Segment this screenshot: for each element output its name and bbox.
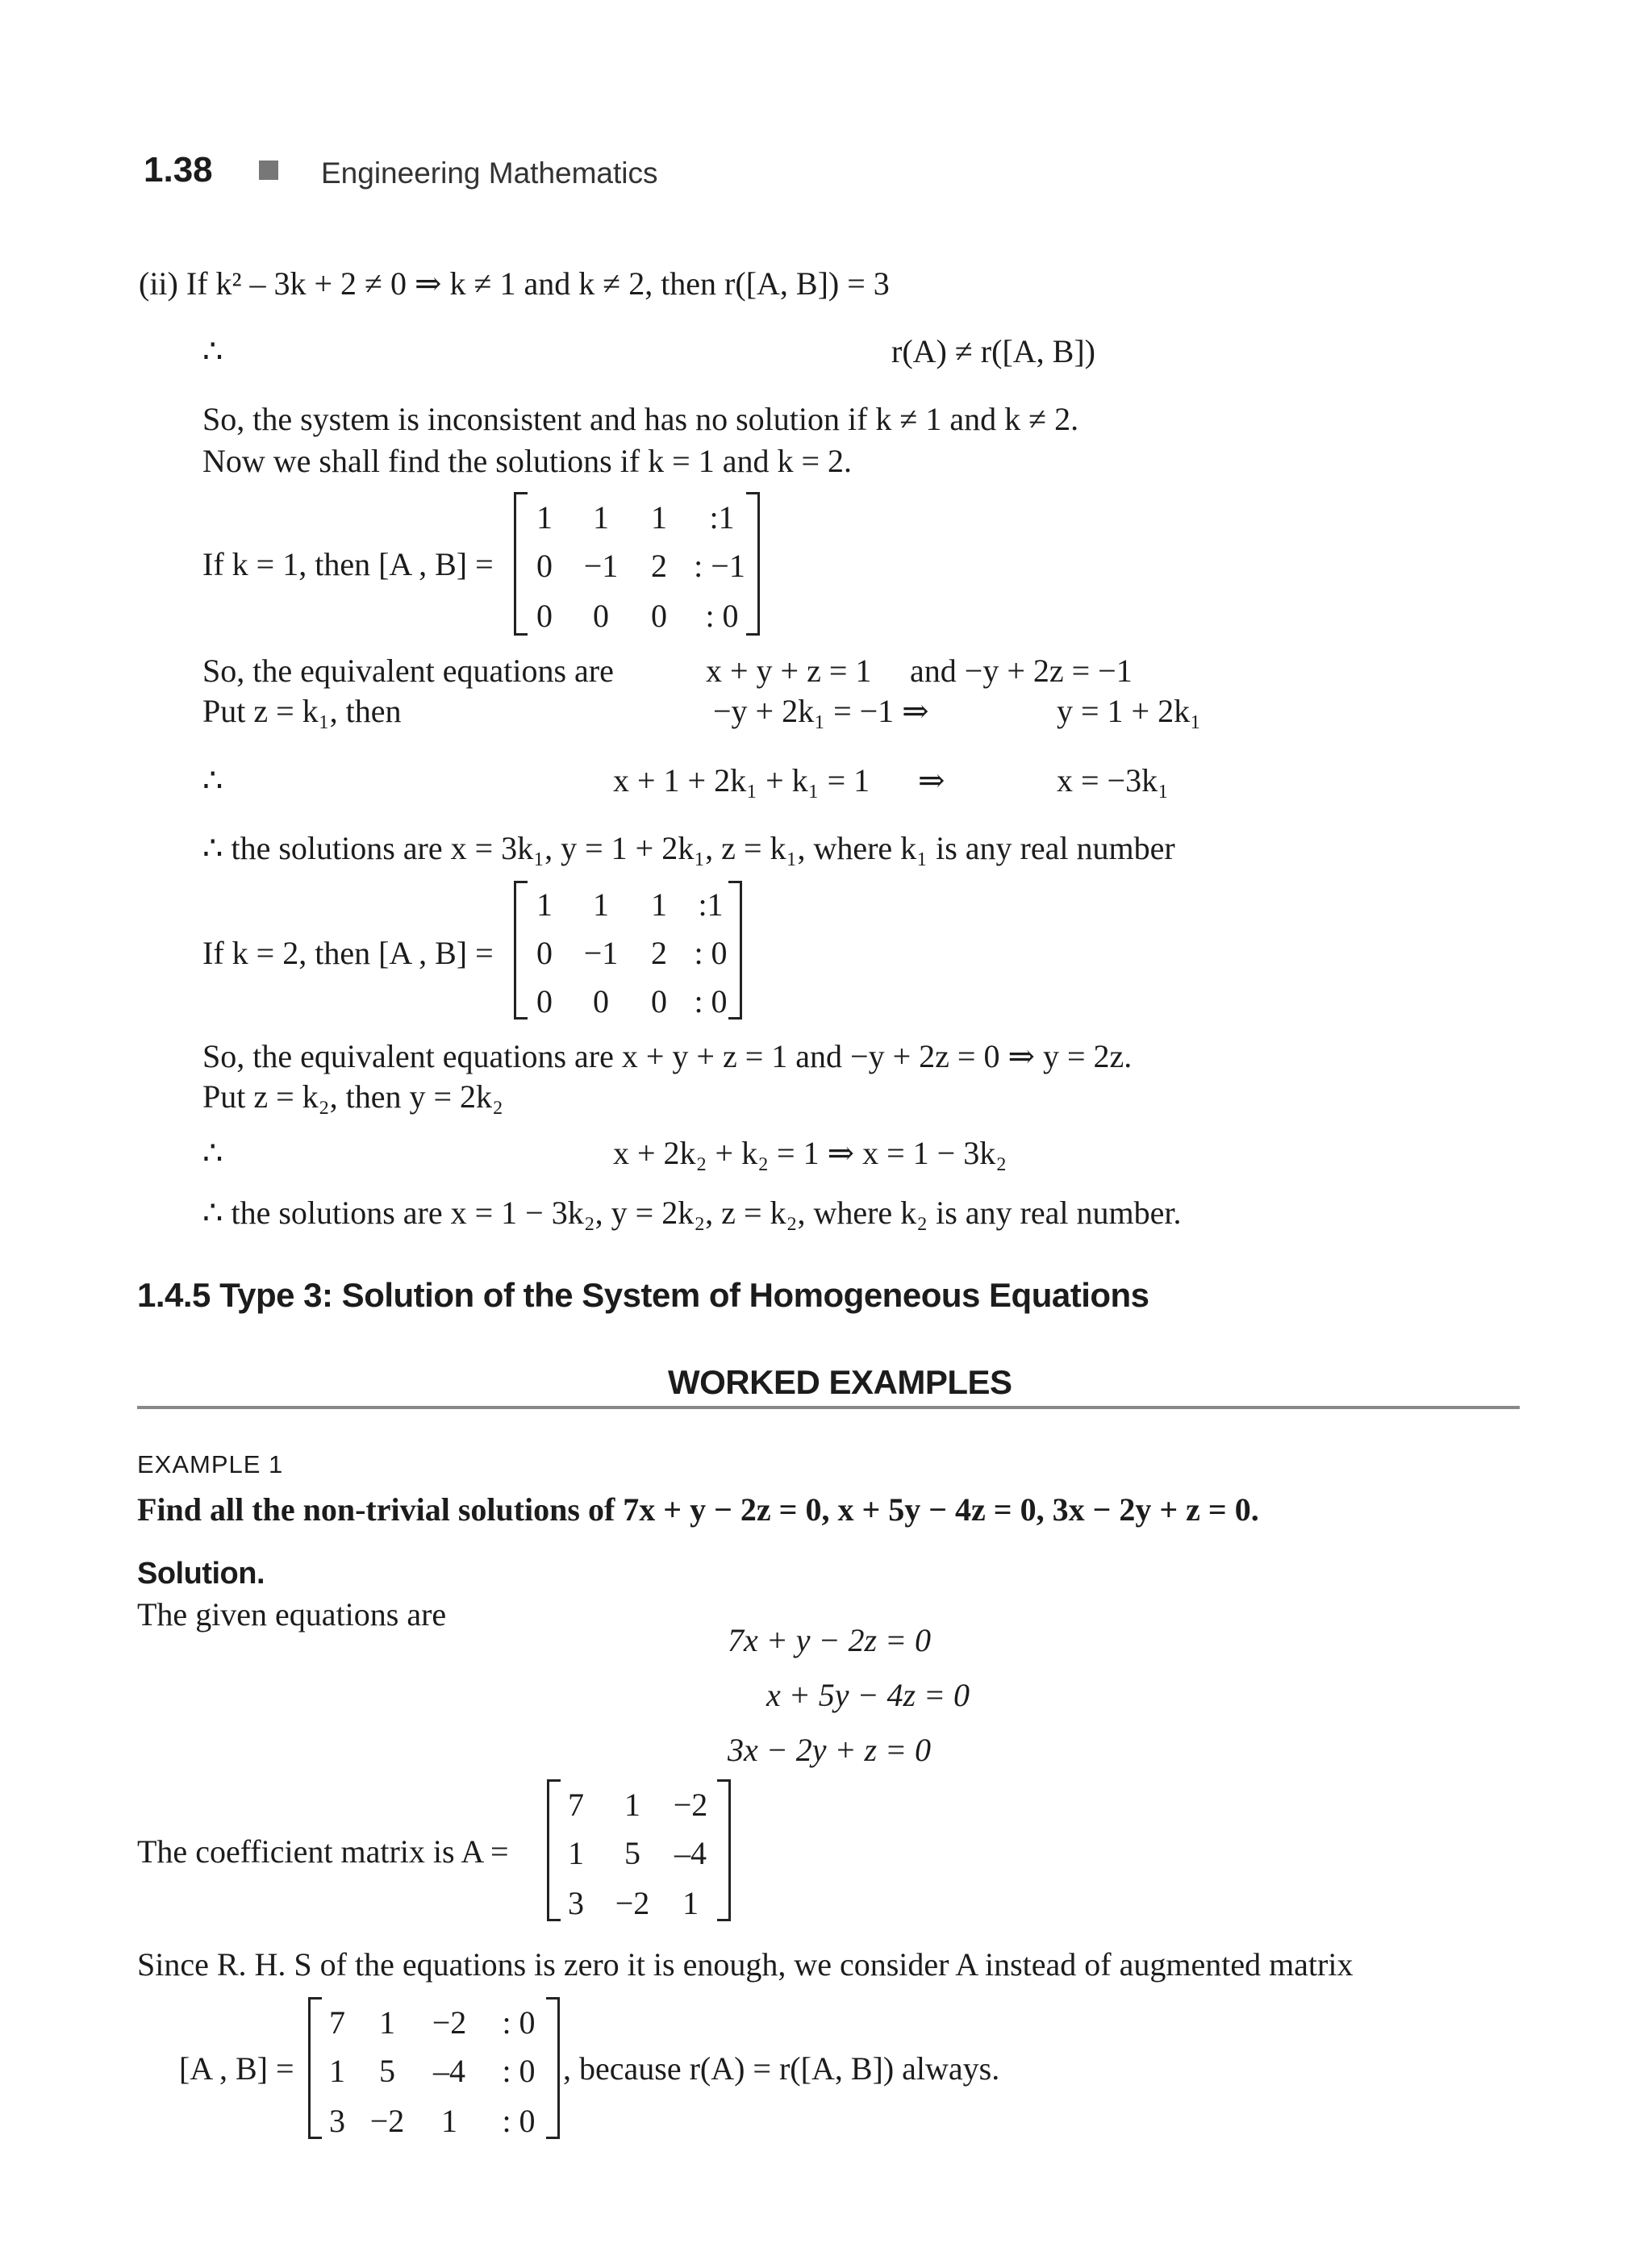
matrix-cell: 2 (651, 548, 667, 584)
example-label: EXAMPLE 1 (137, 1450, 284, 1478)
matrix-cell: 7 (568, 1787, 584, 1823)
k2-put-z: Put z = k₂, then y = 2k₂ (202, 1078, 503, 1115)
coefficient-matrix-label: The coefficient matrix is A = (137, 1833, 509, 1870)
page-number: 1.38 (144, 150, 213, 190)
find-solutions-statement: Now we shall find the solutions if k = 1 and k = 2. (202, 443, 853, 479)
therefore-symbol: ∴ (202, 1135, 223, 1171)
matrix-cell: 5 (624, 1835, 640, 1871)
matrix-cell: 1 (651, 886, 667, 923)
k2-augmented-matrix (514, 881, 742, 1020)
augmented-matrix (308, 1997, 560, 2139)
equation-1: x + y + z = 1 (706, 653, 872, 689)
k2-equivalent-equations: So, the equivalent equations are x + y + z = 1 and −y + 2z = 0 ⇒ y = 2z. (202, 1038, 1133, 1074)
matrix-cell: 0 (536, 598, 553, 634)
heading-rule (137, 1406, 1520, 1409)
matrix-cell: 1 (593, 499, 609, 536)
equation-2: and −y + 2z = −1 (910, 653, 1133, 689)
matrix-cell: 5 (379, 2053, 395, 2089)
rank-inequality: r(A) ≠ r([A, B]) (891, 333, 1095, 369)
matrix-cell: 2 (651, 935, 667, 971)
k1-augmented-matrix (514, 492, 760, 636)
section-heading: 1.4.5 Type 3: Solution of the System of Homogeneous Equations (137, 1276, 1149, 1314)
matrix-cell: 1 (593, 886, 609, 923)
header-square-icon (259, 161, 278, 180)
matrix-cell: 0 (593, 983, 609, 1020)
given-equation: x + 5y − 4z = 0 (766, 1677, 970, 1713)
matrix-cell: –4 (433, 2053, 465, 2089)
matrix-cell: : 0 (694, 983, 728, 1020)
matrix-cell: 0 (536, 983, 553, 1020)
implies-symbol: ⇒ (918, 762, 945, 799)
matrix-cell: : −1 (694, 548, 745, 584)
k1-matrix-label: If k = 1, then [A , B] = (202, 546, 494, 582)
book-title: Engineering Mathematics (321, 156, 658, 190)
x-equation: x + 1 + 2k₁ + k₁ = 1 (613, 762, 870, 799)
matrix-cell: 1 (651, 499, 667, 536)
matrix-cell: −2 (369, 2103, 405, 2139)
matrix-cell: 1 (536, 886, 553, 923)
matrix-cell: −2 (432, 2004, 467, 2041)
matrix-cell: :1 (698, 886, 724, 923)
matrix-cell: −1 (583, 935, 619, 971)
matrix-cell: 1 (536, 499, 553, 536)
put-z-label: Put z = k₁, then (202, 693, 402, 729)
y-result: y = 1 + 2k₁ (1057, 693, 1202, 729)
matrix-cell: −1 (583, 548, 619, 584)
matrix-cell: : 0 (502, 2004, 536, 2041)
given-equation: 3x − 2y + z = 0 (728, 1732, 932, 1768)
matrix-cell: 1 (379, 2004, 395, 2041)
rhs-zero-statement: Since R. H. S of the equations is zero it is enough, we consider A instead of augmented matrix (137, 1946, 1354, 1983)
equivalent-equations-label: So, the equivalent equations are (202, 653, 614, 689)
augmented-matrix-label: [A , B] = (179, 2050, 294, 2087)
matrix-cell: 0 (651, 598, 667, 634)
solution-label: Solution. (137, 1557, 265, 1591)
inconsistent-statement: So, the system is inconsistent and has no solution if k ≠ 1 and k ≠ 2. (202, 401, 1079, 437)
matrix-cell: : 0 (502, 2053, 536, 2089)
matrix-cell: : 0 (705, 598, 739, 634)
matrix-cell: 1 (682, 1885, 699, 1921)
given-equations-label: The given equations are (137, 1596, 447, 1633)
matrix-cell: : 0 (694, 935, 728, 971)
matrix-cell: –4 (674, 1835, 707, 1871)
matrix-cell: 0 (651, 983, 667, 1020)
matrix-cell: −2 (615, 1885, 650, 1921)
matrix-cell: 1 (441, 2103, 457, 2139)
k2-x-equation: x + 2k₂ + k₂ = 1 ⇒ x = 1 − 3k₂ (613, 1135, 1007, 1171)
k1-solutions: ∴ the solutions are x = 3k₁, y = 1 + 2k₁, z = k₁, where k₁ is any real number (202, 830, 1175, 866)
therefore-symbol: ∴ (202, 762, 223, 799)
matrix-cell: −2 (673, 1787, 708, 1823)
rank-equality-note: , because r(A) = r([A, B]) always. (563, 2050, 1000, 2087)
matrix-cell: 7 (329, 2004, 345, 2041)
matrix-cell: 1 (329, 2053, 345, 2089)
matrix-cell: : 0 (502, 2103, 536, 2139)
k2-matrix-label: If k = 2, then [A , B] = (202, 935, 494, 971)
k2-solutions: ∴ the solutions are x = 1 − 3k₂, y = 2k₂, z = k₂, where k₂ is any real number. (202, 1195, 1182, 1231)
example-question: Find all the non-trivial solutions of 7x + y − 2z = 0, x + 5y − 4z = 0, 3x − 2y + z = 0. (137, 1491, 1259, 1528)
matrix-cell: 0 (536, 935, 553, 971)
matrix-cell: 0 (593, 598, 609, 634)
matrix-cell: 3 (568, 1885, 584, 1921)
put-z-equation: −y + 2k₁ = −1 ⇒ (713, 693, 929, 729)
worked-examples-heading: WORKED EXAMPLES (668, 1363, 1012, 1401)
matrix-cell: 0 (536, 548, 553, 584)
matrix-cell: 1 (624, 1787, 640, 1823)
case-ii-condition: (ii) If k² – 3k + 2 ≠ 0 ⇒ k ≠ 1 and k ≠ 2, then r([A, B]) = 3 (139, 265, 890, 302)
matrix-cell: 1 (568, 1835, 584, 1871)
matrix-cell: :1 (709, 499, 735, 536)
given-equation: 7x + y − 2z = 0 (728, 1622, 932, 1658)
matrix-cell: 3 (329, 2103, 345, 2139)
therefore-symbol: ∴ (202, 333, 223, 369)
coefficient-matrix (547, 1779, 731, 1921)
x-result: x = −3k₁ (1057, 762, 1170, 799)
